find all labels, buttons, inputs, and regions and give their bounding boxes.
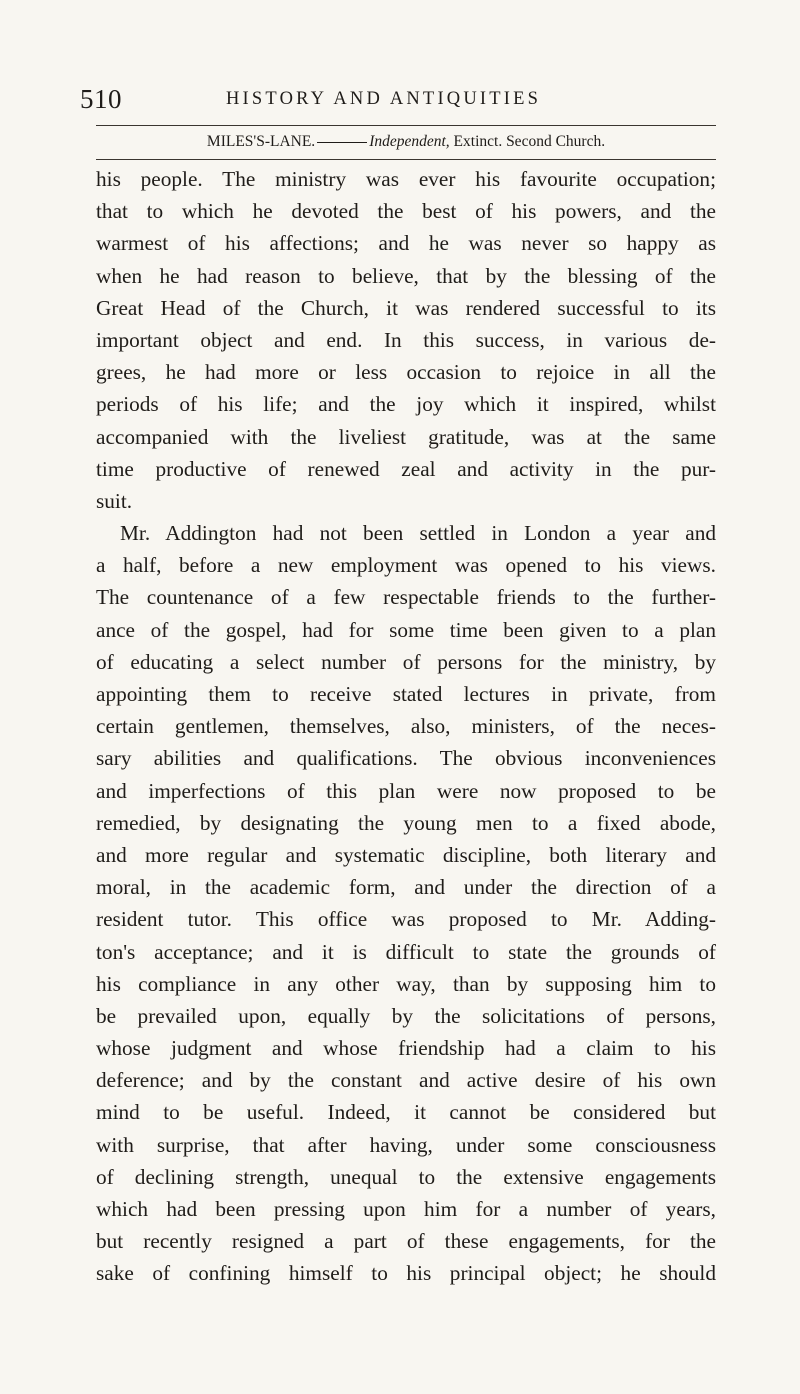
body-text [96, 163, 716, 1290]
text-line: of declining strength, unequal to the extensive engagements [96, 1164, 716, 1189]
text-line: and imperfections of this plan were now proposed to be [96, 778, 716, 803]
text-line: accompanied with the liveliest gratitude, was at the same [96, 424, 716, 449]
text-line: his compliance in any other way, than by supposing him to [96, 971, 716, 996]
text-line: that to which he devoted the best of his powers, and the [96, 199, 716, 224]
text-line: but recently resigned a part of these engagements, for the [96, 1229, 716, 1254]
text-line: sake of confining himself to his principal object; he should [96, 1261, 716, 1286]
paragraph-start-line: Mr. Addington had not been settled in London a year and [120, 521, 716, 546]
text-line: of educating a select number of persons for the ministry, by [96, 649, 716, 674]
text-line: ance of the gospel, had for some time been given to a plan [96, 617, 716, 642]
text-line: sary abilities and qualifications. The obvious inconveniences [96, 746, 716, 771]
text-line: and more regular and systematic discipline, both literary and [96, 842, 716, 867]
text-line: deference; and by the constant and active desire of his own [96, 1068, 716, 1093]
subhead-status: Extinct. Second Church. [453, 133, 606, 150]
running-head [80, 84, 714, 124]
text-line: grees, he had more or less occasion to rejoice in all the [96, 360, 716, 385]
subhead-denomination: Independent, [369, 133, 450, 150]
text-line: which had been pressing upon him for a number of years, [96, 1197, 716, 1221]
text-line: ton's acceptance; and it is difficult to state the grounds of [96, 939, 716, 964]
text-line: suit. [96, 488, 133, 513]
text-line: mind to be useful. Indeed, it cannot be considered but [96, 1100, 716, 1125]
text-line: periods of his life; and the joy which it inspired, whilst [96, 392, 716, 417]
subhead-dash [317, 142, 367, 143]
section-subhead [96, 133, 716, 151]
header-rule-bottom [96, 159, 716, 160]
text-line: time productive of renewed zeal and activity in the pur- [96, 456, 716, 481]
text-line: certain gentlemen, themselves, also, ministers, of the neces- [96, 714, 716, 739]
text-line: a half, before a new employment was opened to his views. [96, 553, 716, 578]
text-line: important object and end. In this success, in various de- [96, 327, 716, 352]
text-line: moral, in the academic form, and under the direction of a [96, 875, 716, 900]
text-line: remedied, by designating the young men to a fixed abode, [96, 810, 716, 835]
text-line: appointing them to receive stated lectures in private, from [96, 682, 716, 706]
text-line: with surprise, that after having, under some consciousness [96, 1132, 716, 1157]
running-title: HISTORY AND ANTIQUITIES [226, 89, 542, 109]
text-line: warmest of his affections; and he was never so happy as [96, 231, 716, 256]
text-line: The countenance of a few respectable friends to the further- [96, 585, 716, 610]
text-line: whose judgment and whose friendship had a claim to his [96, 1036, 716, 1061]
page-number: 510 [80, 84, 122, 114]
text-line: Great Head of the Church, it was rendered successful to its [96, 295, 716, 320]
header-rule-top [96, 125, 716, 126]
subhead-place: MILES'S-LANE. [206, 133, 316, 150]
text-line: when he had reason to believe, that by the blessing of the [96, 263, 716, 288]
text-line: resident tutor. This office was proposed to Mr. Adding- [96, 907, 716, 932]
text-line: his people. The ministry was ever his favourite occupation; [96, 167, 716, 191]
text-line: be prevailed upon, equally by the solicitations of persons, [96, 1003, 716, 1028]
